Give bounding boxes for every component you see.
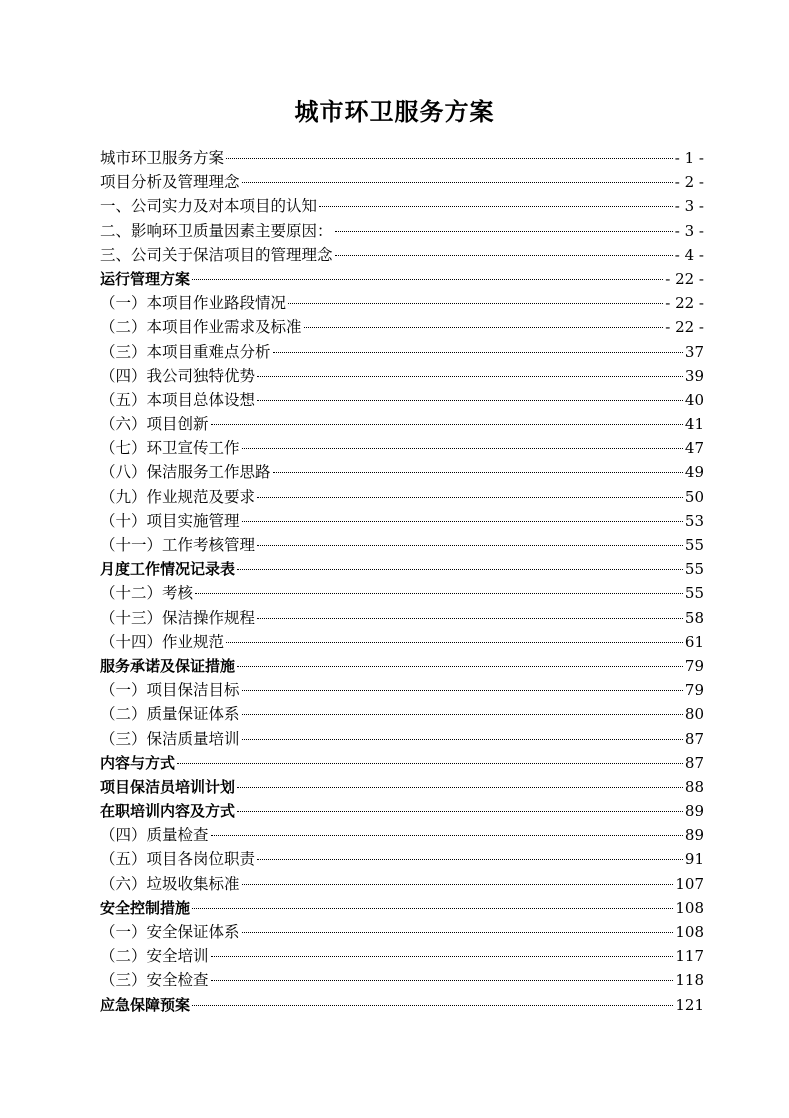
toc-entry-page: 53: [684, 511, 704, 530]
toc-entry-page: 79: [684, 656, 704, 675]
toc-entry[interactable]: [100, 751, 704, 775]
toc-leader-dots: [237, 666, 683, 667]
toc-entry-page: 108: [675, 898, 704, 917]
toc-entry-title: 月度工作情况记录表: [100, 560, 236, 579]
toc-entry-page: 39: [684, 366, 704, 385]
toc-entry[interactable]: [100, 606, 704, 630]
toc-leader-dots: [211, 980, 674, 981]
toc-entry-title: 三、公司关于保洁项目的管理理念: [100, 245, 333, 264]
toc-entry[interactable]: [100, 968, 704, 992]
toc-leader-dots: [237, 787, 683, 788]
toc-entry-page: 89: [684, 826, 704, 845]
toc-entry[interactable]: [100, 291, 704, 315]
toc-entry-title: （八）保洁服务工作思路: [100, 463, 271, 482]
document-title: 城市环卫服务方案: [294, 97, 495, 127]
toc-leader-dots: [211, 424, 683, 425]
toc-entry-title: （十四）作业规范: [100, 632, 225, 651]
toc-entry-page: 37: [684, 342, 704, 361]
toc-entry-title: （四）质量检查: [100, 826, 209, 845]
toc-entry-title: （十三）保洁操作规程: [100, 608, 256, 627]
toc-entry[interactable]: [100, 872, 704, 896]
toc-entry-page: - 2 -: [674, 173, 704, 192]
toc-entry[interactable]: [100, 436, 704, 460]
toc-entry[interactable]: [100, 509, 704, 533]
toc-entry-page: 55: [684, 584, 704, 603]
toc-entry-title: （十一）工作考核管理: [100, 536, 256, 554]
toc-leader-dots: [257, 859, 683, 860]
toc-entry-page: 50: [684, 487, 704, 506]
toc-entry-title: （七）环卫宣传工作: [100, 439, 240, 458]
toc-entry[interactable]: [100, 146, 704, 170]
toc-entry-page: 88: [684, 777, 704, 796]
toc-leader-dots: [257, 497, 683, 498]
toc-entry-page: 49: [684, 463, 704, 482]
toc-entry-page: 47: [684, 439, 704, 458]
toc-leader-dots: [195, 593, 683, 594]
toc-leader-dots: [273, 352, 683, 353]
toc-leader-dots: [192, 279, 663, 280]
toc-entry[interactable]: [100, 847, 704, 871]
toc-entry-page: - 3 -: [674, 221, 704, 240]
toc-entry-title: （十）项目实施管理: [100, 511, 240, 530]
toc-leader-dots: [242, 690, 683, 691]
toc-leader-dots: [273, 472, 683, 473]
toc-entry[interactable]: [100, 993, 704, 1017]
toc-entry-page: 58: [684, 608, 704, 627]
toc-entry-page: 40: [684, 390, 704, 409]
toc-entry-title: 项目分析及管理理念: [100, 173, 240, 192]
toc-entry-title: 运行管理方案: [100, 269, 191, 288]
toc-entry[interactable]: [100, 267, 704, 291]
toc-entry-page: - 3 -: [674, 197, 704, 216]
toc-entry[interactable]: [100, 944, 704, 968]
toc-entry-page: 118: [675, 971, 704, 990]
toc-entry-page: 61: [684, 632, 704, 651]
toc-entry[interactable]: [100, 340, 704, 364]
toc-entry-page: 80: [684, 705, 704, 724]
toc-leader-dots: [242, 714, 683, 715]
toc-entry-page: 89: [684, 802, 704, 821]
toc-entry-title: 项目保洁员培训计划: [100, 777, 236, 796]
toc-entry-title: （二）质量保证体系: [100, 705, 240, 724]
toc-entry[interactable]: [100, 775, 704, 799]
toc-entry-page: 107: [675, 874, 704, 893]
toc-leader-dots: [257, 618, 683, 619]
toc-entry-title: （三）安全检查: [100, 971, 209, 990]
toc-entry-title: （九）作业规范及要求: [100, 487, 256, 506]
toc-entry-page: - 1 -: [674, 149, 704, 167]
toc-entry-title: 在职培训内容及方式: [100, 802, 236, 821]
toc-entry[interactable]: [100, 194, 704, 218]
toc-leader-dots: [242, 884, 674, 885]
toc-leader-dots: [242, 448, 683, 449]
toc-entry[interactable]: [100, 654, 704, 678]
toc-entry[interactable]: [100, 557, 704, 581]
toc-entry[interactable]: [100, 896, 704, 920]
toc-entry-page: 41: [684, 415, 704, 434]
toc-entry-title: 二、影响环卫质量因素主要原因：: [100, 221, 333, 240]
toc-entry[interactable]: [100, 823, 704, 847]
table-of-contents: [100, 146, 704, 1017]
toc-entry-page: 91: [684, 850, 704, 869]
toc-entry-title: （二）安全培训: [100, 947, 209, 966]
toc-leader-dots: [242, 739, 683, 740]
toc-entry-page: 108: [675, 923, 704, 941]
toc-entry[interactable]: [100, 630, 704, 654]
toc-entry[interactable]: [100, 533, 704, 557]
toc-entry[interactable]: [100, 581, 704, 605]
toc-leader-dots: [257, 376, 683, 377]
toc-entry-title: （十二）考核: [100, 584, 194, 603]
toc-entry-page: 87: [684, 729, 704, 748]
toc-entry-title: （一）本项目作业路段情况: [100, 294, 287, 313]
toc-entry[interactable]: [100, 412, 704, 436]
toc-leader-dots: [319, 206, 673, 207]
toc-entry-page: 55: [684, 560, 704, 579]
toc-entry-title: （三）保洁质量培训: [100, 729, 240, 748]
toc-entry-page: - 4 -: [674, 245, 704, 264]
toc-leader-dots: [242, 932, 674, 933]
toc-entry[interactable]: [100, 170, 704, 194]
toc-entry-title: （五）项目各岗位职责: [100, 850, 256, 869]
toc-entry[interactable]: [100, 678, 704, 702]
toc-leader-dots: [242, 182, 673, 183]
toc-leader-dots: [237, 811, 683, 812]
toc-entry-page: 121: [675, 995, 704, 1014]
toc-leader-dots: [257, 400, 683, 401]
toc-entry-title: 一、公司实力及对本项目的认知: [100, 197, 318, 216]
toc-leader-dots: [237, 569, 683, 570]
toc-leader-dots: [192, 1005, 673, 1006]
toc-leader-dots: [242, 521, 683, 522]
toc-entry[interactable]: [100, 243, 704, 267]
toc-leader-dots: [335, 231, 673, 232]
toc-entry-page: - 22 -: [665, 318, 704, 337]
toc-leader-dots: [226, 642, 683, 643]
toc-leader-dots: [211, 835, 683, 836]
toc-entry[interactable]: [100, 702, 704, 726]
toc-entry-page: 55: [684, 536, 704, 554]
toc-entry-title: 内容与方式: [100, 753, 176, 772]
toc-entry[interactable]: [100, 315, 704, 339]
toc-entry[interactable]: [100, 364, 704, 388]
toc-entry[interactable]: [100, 920, 704, 944]
toc-entry-title: 服务承诺及保证措施: [100, 656, 236, 675]
toc-leader-dots: [177, 763, 683, 764]
toc-entry-title: （五）本项目总体设想: [100, 390, 256, 409]
toc-leader-dots: [257, 545, 683, 546]
toc-leader-dots: [335, 255, 673, 256]
toc-entry-title: （二）本项目作业需求及标准: [100, 318, 302, 337]
toc-entry-page: 79: [684, 681, 704, 700]
toc-leader-dots: [304, 327, 664, 328]
toc-entry-title: （一）项目保洁目标: [100, 681, 240, 700]
toc-entry[interactable]: [100, 388, 704, 412]
toc-entry[interactable]: [100, 727, 704, 751]
toc-entry[interactable]: [100, 799, 704, 823]
toc-entry-title: （三）本项目重难点分析: [100, 342, 271, 361]
toc-leader-dots: [211, 956, 674, 957]
toc-entry[interactable]: [100, 460, 704, 484]
toc-entry-page: 117: [675, 947, 704, 966]
toc-entry-page: 87: [684, 753, 704, 772]
toc-entry-title: （四）我公司独特优势: [100, 366, 256, 385]
toc-entry-page: - 22 -: [665, 269, 704, 288]
toc-leader-dots: [288, 303, 663, 304]
toc-entry[interactable]: [100, 485, 704, 509]
toc-entry-title: 应急保障预案: [100, 995, 191, 1014]
toc-entry[interactable]: [100, 219, 704, 243]
toc-entry-page: - 22 -: [665, 294, 704, 313]
toc-entry-title: 城市环卫服务方案: [100, 149, 225, 167]
toc-entry-title: （六）项目创新: [100, 415, 209, 434]
toc-entry-title: 安全控制措施: [100, 898, 191, 917]
toc-entry-title: （一）安全保证体系: [100, 923, 240, 941]
toc-entry-title: （六）垃圾收集标准: [100, 874, 240, 893]
toc-leader-dots: [192, 908, 673, 909]
toc-leader-dots: [226, 158, 673, 159]
